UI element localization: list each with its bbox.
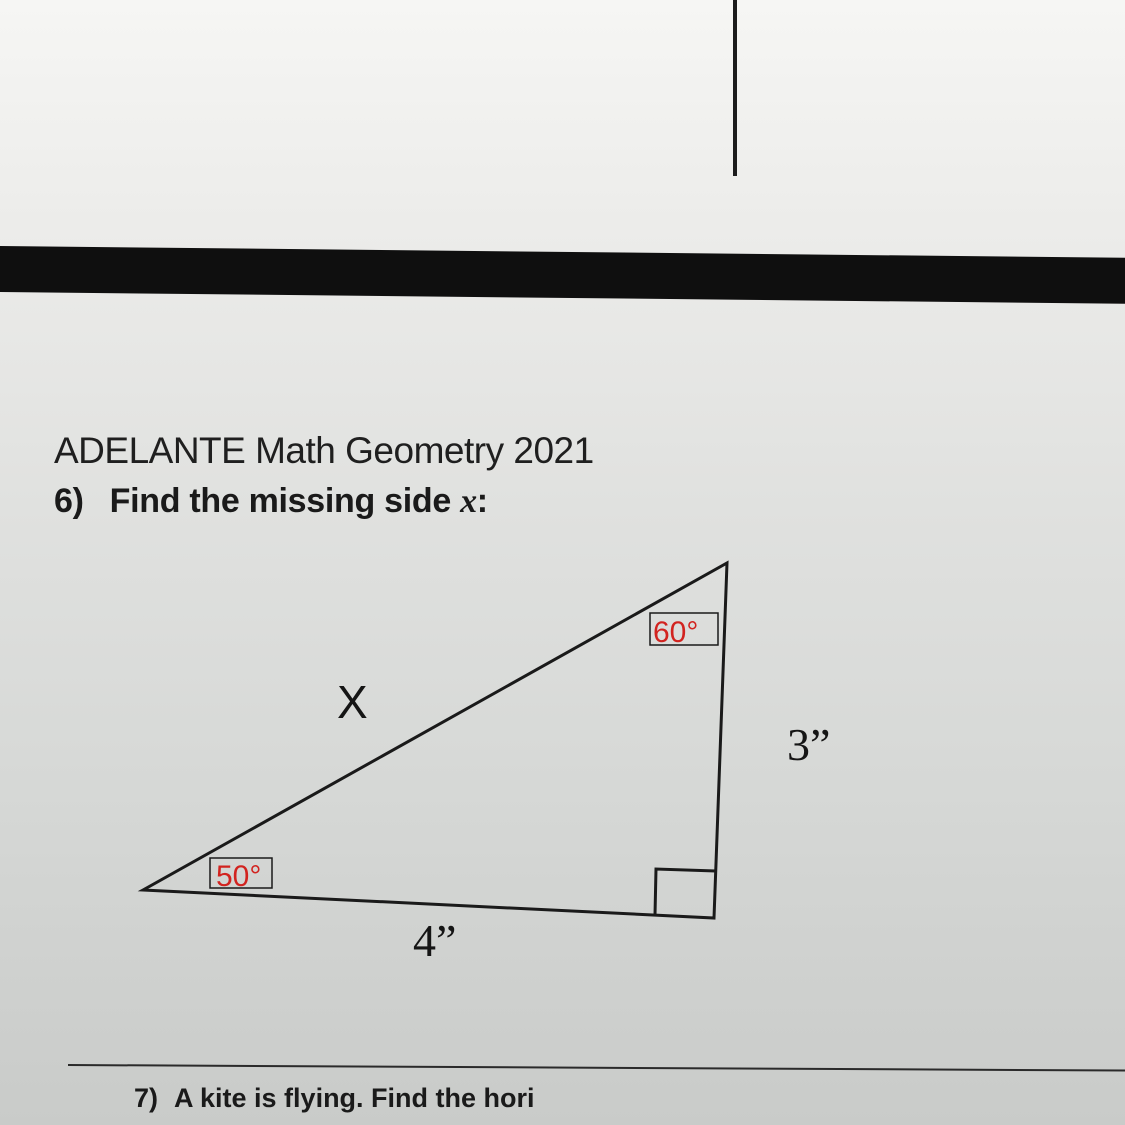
question-text: Find the missing side <box>109 482 461 520</box>
question-7 <box>134 1083 535 1114</box>
hypotenuse-label: X <box>337 676 368 728</box>
worksheet-header: ADELANTE Math Geometry 2021 <box>54 430 594 471</box>
bottom-side-label: 4” <box>413 915 457 966</box>
question-7-number: 7) <box>134 1083 159 1113</box>
angle-left-label: 50° <box>216 860 262 893</box>
angle-top-label: 60° <box>653 616 699 649</box>
right-angle-marker <box>655 869 716 915</box>
vertical-side-label: 3” <box>787 719 831 770</box>
question-7-text: A kite is flying. Find the hori <box>174 1083 535 1113</box>
question-variable: x <box>460 483 477 520</box>
question-number: 6) <box>54 482 84 520</box>
question-suffix: : <box>476 482 488 520</box>
